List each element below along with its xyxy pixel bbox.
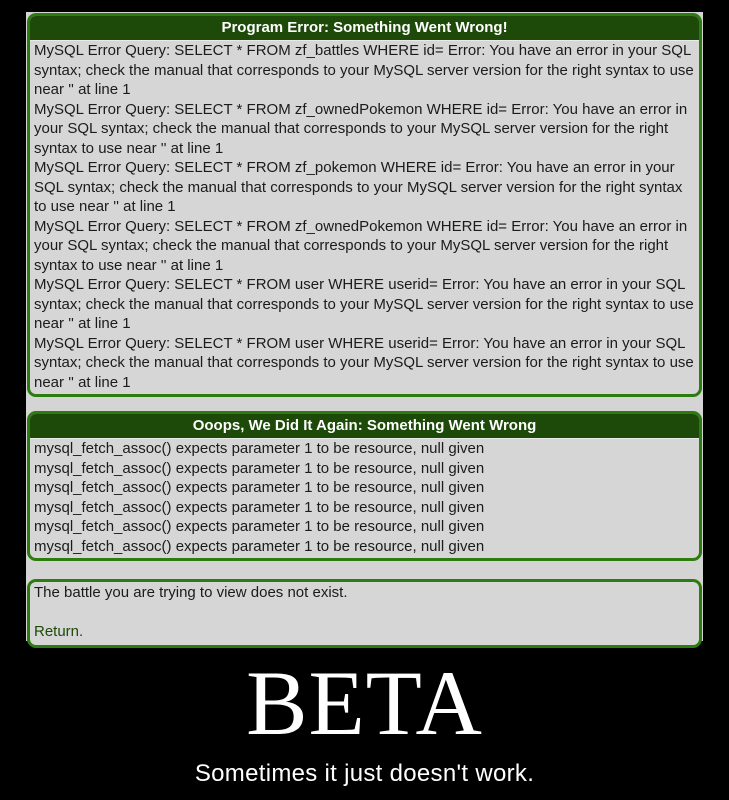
beta-title: BETA (246, 652, 483, 754)
fetch-error-message: mysql_fetch_assoc() expects parameter 1 to be resource, null given (34, 518, 485, 535)
program-error-box (27, 13, 702, 397)
fetch-error-box (27, 411, 702, 561)
fetch-error-body (30, 439, 699, 558)
mysql-error-message: MySQL Error Query: SELECT * FROM zf_ownedPokemon WHERE id= Error: You have an error in your SQL syntax; check the manual that corresponds to your MySQL server version for the right syntax to use near '' at line 1 (34, 100, 688, 157)
fetch-error-header: Ooops, We Did It Again: Something Went Wrong (30, 414, 699, 439)
battle-message-body (30, 582, 699, 645)
battle-not-exist-text: The battle you are trying to view does not exist. (34, 584, 348, 601)
program-error-header: Program Error: Something Went Wrong! (30, 16, 699, 41)
return-link[interactable]: Return. (34, 622, 84, 640)
mysql-error-message: MySQL Error Query: SELECT * FROM user WHERE userid= Error: You have an error in your SQL syntax; check the manual that corresponds to your MySQL server version for the right syntax to use near '' at line 1 (34, 334, 694, 391)
mysql-error-message: MySQL Error Query: SELECT * FROM zf_battles WHERE id= Error: You have an error in your SQL syntax; check the manual that corresponds to your MySQL server version for the right syntax to use near '' at line 1 (34, 42, 694, 98)
poster-caption (0, 641, 729, 787)
fetch-error-message: mysql_fetch_assoc() expects parameter 1 to be resource, null given (34, 537, 485, 555)
beta-subtitle: Sometimes it just doesn't work. (194, 760, 535, 787)
battle-message-box (27, 579, 702, 648)
program-error-body (30, 41, 699, 394)
fetch-error-message: mysql_fetch_assoc() expects parameter 1 to be resource, null given (34, 459, 485, 477)
mysql-error-message: MySQL Error Query: SELECT * FROM zf_ownedPokemon WHERE id= Error: You have an error in your SQL syntax; check the manual that corresponds to your MySQL server version for the right syntax to use near '' at line 1 (34, 217, 688, 274)
fetch-error-message: mysql_fetch_assoc() expects parameter 1 to be resource, null given (34, 479, 485, 496)
fetch-error-message: mysql_fetch_assoc() expects parameter 1 to be resource, null given (34, 440, 485, 457)
mysql-error-message: MySQL Error Query: SELECT * FROM user WHERE userid= Error: You have an error in your SQL syntax; check the manual that corresponds to your MySQL server version for the right syntax to use near '' at line 1 (34, 276, 694, 332)
fetch-error-message: mysql_fetch_assoc() expects parameter 1 to be resource, null given (34, 498, 485, 516)
error-page (26, 12, 703, 641)
mysql-error-message: MySQL Error Query: SELECT * FROM zf_pokemon WHERE id= Error: You have an error in your SQL syntax; check the manual that corresponds to your MySQL server version for the right syntax to use near '' at line 1 (34, 159, 683, 215)
